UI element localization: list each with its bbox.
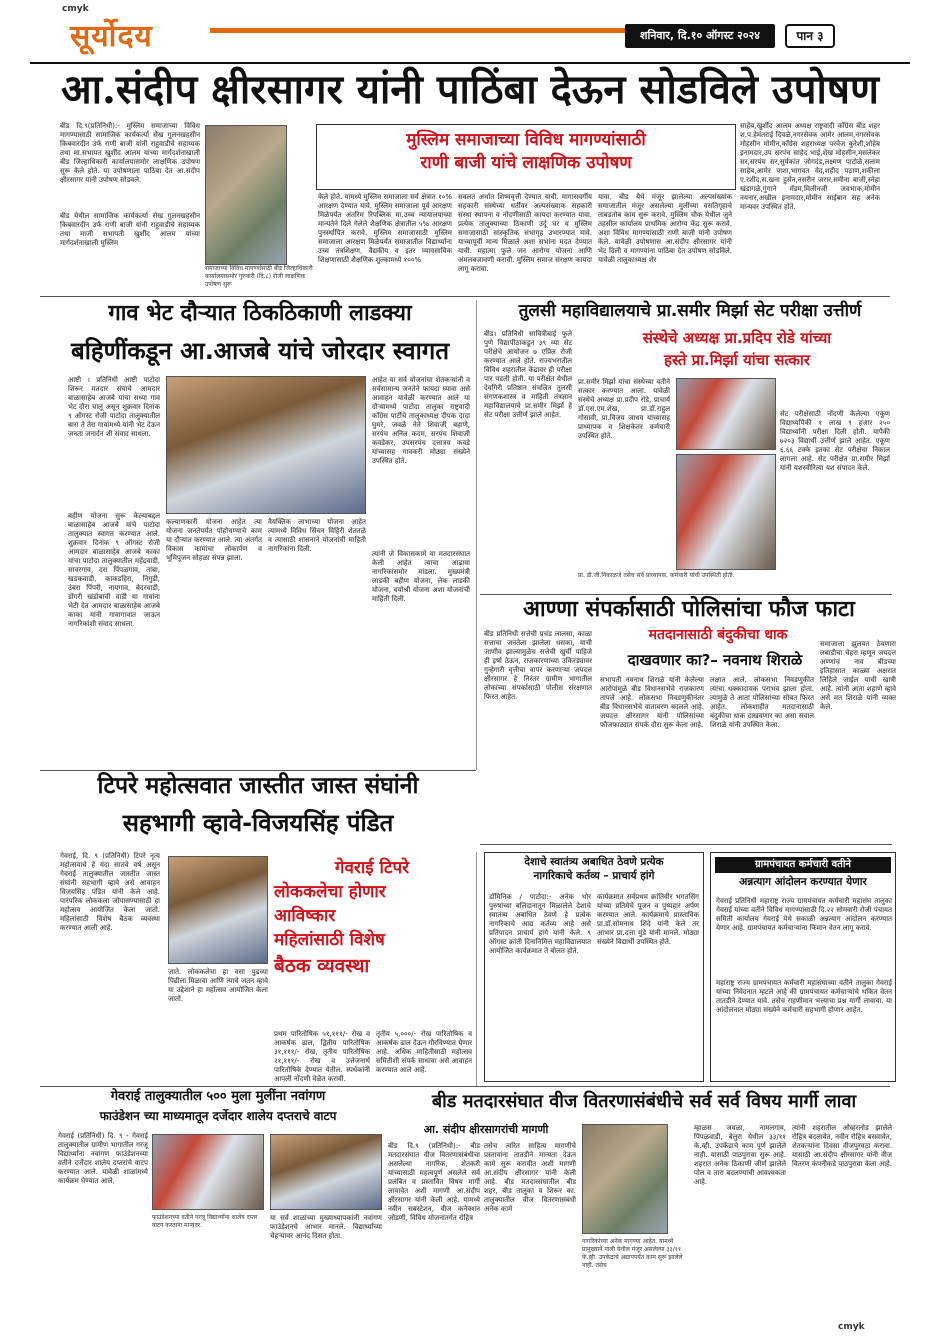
story4-col3: लक्षात आले. लोकसभा निवडणुकीत त्यांचा धक्कादायक पराभव झाला होता. त्यामुळे ते आता पोलिसांच्या सोबत फिरत आहेत. लोकशाहीत मतदानासाठी बंदुकीचा धाक दाखवणार का असा सवाल शिराळे यांनी उपस्थित केला. [710,676,814,729]
story1-headline: आ.संदीप क्षीरसागर यांनी पाठिंबा देऊन सोडविले उपोषण [61,66,879,113]
page-number: पान ३ [785,24,835,48]
story7-col2: महाराष्ट्र राज्य ग्रामपंचायत कर्मचारी महासंघाच्या वतीने तालुका गेवराई यांच्या निवेदनात म्हटले आहे की ग्रामपंचायत कर्मचाऱ्यांचे थकित वेतन तातडीने देण्यात यावे. तसेच राहणीमान भत्त्याचा प्रश्न मार्गी लावावा. या आंदोलनात मोठ्या संख्येने कर्मचारी सहभागी होणार आहेत. [716,979,892,1014]
story2-col2: आहेत या सर्व योजनांचा शेतकऱ्यांनी व सर्वसामान्य जनतेने फायदा घ्यावा असे आवाहन यावेळी करण्यात आले या दौऱ्यामध्ये पाटोदा तालुका राष्ट्रवादी काँग्रेस पार्टीचे तालुकाध्यक्ष दीपक दादा घुमरे, जवळे नेते शिवाजी बहाणे, सरपंच अनिल कदम, सरपंच शिवाजी कवडेकर, उपसरपंच दत्तात्रय कवडे यांच्यासह गावकरी मोठ्या संख्येने उपस्थित होते. [372,376,470,465]
story2-col3: कल्याणकारी योजना आहेत त्या योजना जनतेपर्यंत पोहोचण्याचे काम या दौऱ्यात करण्यात आले. त्या अंतर्गत विकास कामांचा लोकार्पण व भूमिपूजन सोहळा संपन्न झाला. [166,518,262,562]
story5-col4: तृतीय ५,०००/- रोख पारितोषिक व आकर्षक ढाल देऊन गौरविण्यात येणार आहे. अधिक माहितीसाठी महोत्सव समितीशी संपर्क साधावा असे आवाहन करण्यात आले आहे. [376,1030,472,1074]
story5-promo-line2: लोककलेचा होणार [274,882,386,902]
newspaper-logo: सूर्योदय [70,19,153,54]
story6-col2: कार्यक्रमात सर्वप्रथम क्रांतिवीर भगतसिंग यांच्या प्रतिमेचे पूजन व पुष्पहार अर्पण करण्यात आले. कार्यक्रमाचे प्रास्ताविक प्रा.डॉ.सोमनाथ शिंदे यांनी केले तर आभार प्रा.दत्ता मुंडे यांनी मानले. मोठ्या संख्येने विद्यार्थी उपस्थित होते. [597,893,699,946]
story6-headline-line2: नागरिकाचे कर्तव्य – प्राचार्य हांगे [533,869,655,882]
story5-headline-line2: सहभागी व्हावे-विजयसिंह पंडित [122,809,394,837]
story6-col1: डॉमिनिक / पाटोदा:- अनेक थोर पुरुषांच्या बलिदानातून मिळालेले देशाचे स्वातंत्र्य अबाधित ठेवणे हे प्रत्येक नागरिकाचे आद्य कर्तव्य आहे असे प्रतिपादन प्राचार्य हांगे यांनी केले. ९ ऑगस्ट क्रांती दिनानिमित्त महाविद्यालयात आयोजित कार्यक्रमात ते बोलत होते. [489,893,591,955]
lower-divider [40,1086,890,1087]
masthead-divider [30,62,910,64]
issue-date: शनिवार, दि.१० ऑगस्ट २०२४ [625,24,775,48]
story3-divider [480,594,892,595]
story9-photo [582,1124,668,1234]
story5-promo [274,856,470,1026]
story5-col1: गेवराई, दि. ९ (प्रतिनिधी) टिपरे नृत्य महोत्सवाचे हे यंदा सातवे वर्ष असून गेवराई तालुक्यातील जास्तीत जास्त संघांनी सहभागी व्हावे असे आवाहन विजयसिंह पंडित यांनी केले आहे. पारंपरिक लोककला जोपासण्यासाठी हा महोत्सव आयोजित केला जातो. महिलांसाठी विशेष बैठक व्यवस्था करण्यात आली आहे. [60,852,160,932]
story3-headline: तुलसी महाविद्यालयाचे प्रा.समीर मिर्झा सेट परीक्षा उत्तीर्ण [518,301,862,321]
story8-caption: फाउंडेशनच्या वतीने गरजू विद्यार्थ्यांना शालेय दप्तर वाटप करताना मान्यवर. [152,1214,258,1229]
story3-photo2 [676,454,776,570]
story3-subhead-line2: हस्ते प्रा.मिर्झा यांचा सत्कार [664,351,810,369]
column-divider-middle [476,300,477,770]
story6-headline-line1: देशाचे स्वातंत्र्य अबाधित ठेवणे प्रत्येक [524,856,664,868]
story5-promo-line5: बैठक व्यवस्था [274,955,370,977]
story7-headline-line2: अन्नत्याग आंदोलन करण्यात येणार [739,876,867,888]
story3-photo1 [676,378,776,450]
story1-col6: साहेब,खुर्शीद आलम अध्यक्ष राष्ट्रवादी काँग्रेस बीड शहर श.प.हेमंतराई दिवळे,नगरसेवक आमेर आलम,नगरसेवक मोहसीन मोमीन,काँग्रेस शहराध्यक्ष परवेज कुरेशी,शोहेब इनामदार,उप सरपंच साहेद भाई,शेख मोहसीन,मसलेकर सर,सरपंच सर,सुर्यकांत जोगदंड,लक्ष्मण पाटोळे,सलाम साहेब,आमेर पाशा,भागवत वेद,शहीद पठाण,शकीला ए.रशीद,स.खना हुसेन,नसरीन जरार,समीना बाजी,स्नेहा खंडागळे,गुंगाने मॅडम,मिलीनजी जवभाक,मोमीन नयनार,अखील इनामदार,मोमीन साईबान सह अनेक मान्यवर उपस्थित होते. [740,122,880,211]
story9-col4: म्हाळस जवळा, नामलगाव, पिंपळवाडी, बेलुरा येथील ३३/११ के.व्ही. उपकेंद्राचे काम पूर्ण झालेले नाही. यासाठी पाठपुरावा सुरू आहे. शहरात अनेक ठिकाणी जीर्ण झालेले पोल व तारा बदलण्याची आवश्यकता आहे. [694,1124,786,1186]
story8-headline-line2: फाउंडेशन च्या माध्यमातून दर्जेदार शालेय दप्तराचे वाटप [99,1109,337,1123]
story3-caption: प्रा. डी.जी.निकाळजे तसेच सर्व प्राध्यापक, कर्मचारी यांची उपस्थिती होती. [578,572,735,579]
story5-headline-line1: टिपरे महोत्सवात जास्तीत जास्त संघांनी [97,773,419,799]
story5-promo-line1: गेवराई टिपरे [334,858,410,878]
story5-caption: जाते. लोककलेचा हा वसा पुढच्या पिढीला मिळावा आणि त्याचे जतन व्हावे या उद्देशाने हा महोत्सव आयोजित केला जातो. [168,968,268,1003]
story4-subhead-line2: दाखवणार का?– नवनाथ शिराळे [627,651,803,669]
story1-subhead-line2: राणी बाजी यांचे लाक्षणिक उपोषण [420,152,632,173]
story1-subhead-box [316,124,736,190]
top-registration-mark: cmyk [62,4,89,14]
story8-headline-line1: गेवराई तालुक्यातील ५०० मुला मुलींना नवांगण [110,1089,326,1104]
story8-photo1 [152,1134,264,1210]
story9-col5: त्यांनी शहरातील ओव्हरलोड झालेले रोहित्र बदलावेत, नवीन रोहित्र बसवावेत, शेतकऱ्यांना दिवसा वीजपुरवठा करावा. यासाठी आ.संदीप क्षीरसागर यांनी वीज वितरण कंपनीकडे पाठपुरावा केला आहे. [792,1124,892,1168]
story4-headline: आण्णा संपर्कासाठी पोलिसांचा फौज फाटा [523,597,855,622]
story8-photo2 [270,1134,382,1210]
story9-headline: बीड मतदारसंघात वीज वितरणासंबंधीचे सर्व सर्व विषय मार्गी लावा [431,1091,857,1112]
story9-caption: नागरिकांच्या अनेक मागण्या आहेत. यामध्ये प्रामुख्याने पाली येथील मंजूर असलेल्या ३३/११ के.व्ही. उपकेंद्राचे अद्यापपर्यंत काम सुरू झालेले नाही. तसेच [582,1238,683,1269]
story2-col1b: बहीण योजना सुरू केल्याबद्दल बाळासाहेब आजबे यांचे पाटोदा तालुक्यात स्वागत करण्यात आले. शुक्रवार दिनांक ९ ऑगस्ट रोजी आमदार बाळासाहेब आजबे काका यांचा पाटोदा तालुक्यातील महेंद्रवाडी, सावरगाव, दरा पिंपळगाव, तांबा, खडकवाडी, काकडहिरा, निगुडी, उंबरा पिंपरी, नायगाव, बेदरवाडी, डोंगरी खंडोबाची वाडी या गावांना भेटी देत आमदार बाळासाहेब आजबे काका यांनी गावागावात जाऊन नागरिकांशी संवाद साधला. [68,512,160,628]
story1-divider [40,296,890,297]
story2-col5: त्यांनी जे विकासकामे या मतदारसंघात केली आहेत त्याचा आढावा नागरिकांसमोर मांडला. मुख्यमंत्री लाडकी बहीण योजना, लेक लाडकी योजना, वयोश्री योजना अशा योजनांची माहिती दिली. [372,550,470,603]
story4-col2: सभापती नवनाथ शिराळे यांनी केलेल्या आरोपांमुळे बीड विधानसभेचे राजकारण तापले आहे. लोकसभा निवडणुकीनंतर बीड विधानसभेचे वातावरण बदलले आहे. जयदत्त क्षीरसागर यांनी पोलिसांच्या फौजफाट्यात संपर्क दौरा सुरू केला आहे. [600,676,704,729]
story2-photo [166,376,366,514]
story1-col4: सवलत अर्थात शिष्यवृत्ती देण्यात यावी. मागासवर्गीय सहकारी संस्थेच्या धर्तीवर अल्पसंख्याक सहकारी संस्था स्थापना व नोंदणीसाठी कायदा करण्यात यावा. प्रत्येक तालुक्याच्या ठिकाणी उर्दू घर व मुस्लिम समाजासाठी सांस्कृतिक सभागृह उभारण्यात यावे. याच्यापूर्वी मान्य मिळाले अशा सभांना मदत देण्यात यावी. महात्मा फुले जन आरोग्य योजना आणि अंमलबजावणी करावी. मुस्लिम समाज संरक्षण कायदा लागू करावा. [458,193,592,273]
story3-subhead-line1: संस्थेचे अध्यक्ष प्रा.प्रदिप रोडे यांच्या [642,329,832,347]
story4-col4: समाजाला झुलवत ठेवणारा लबाडीचा चेहरा म्हणून जयदत्त अण्णांचं नाव बीडच्या इतिहासात काळ्या अक्षरात लिहिले जाईल याची खात्री आहे. त्यांनी आता शहाणे व्हावे असे मत शिराळे यांनी व्यक्त केले. [820,640,896,711]
story2-headline-line2: बहिणींकडून आ.आजबे यांचे जोरदार स्वागत [70,337,449,365]
story2-headline-line1: गाव भेट दौऱ्यात ठिकठिकाणी लाडक्या [108,301,412,326]
story5-photo [168,856,268,964]
story8-col3: या सर्व शाळांच्या मुख्याध्यापकांनी नवांगण फाउंडेशनचे आभार मानले. विद्यार्थ्यांच्या चेहऱ्यावर आनंद दिसत होता. [270,1214,382,1240]
story3-col3: सेट परीक्षेसाठी नोंदणी केलेल्या एकूण विद्यार्थ्यांपैकी १ लाख ९ हजार २५० विद्यार्थ्यांनी परीक्षा दिली होती. यापैकी ७२०३ विद्यार्थी उत्तीर्ण झाले आहेत. एकूण ६.६६ टक्के इतका सेट परीक्षेचा निकाल लागला आहे. सेट परीक्षेत प्रा.समीर मिर्झा यांनी यशस्वीरित्या यश संपादन केले. [780,410,890,472]
story7-col1: गेवराई प्रतिनिधी महाराष्ट्र राज्य ग्रामपंचायत कर्मचारी महासंघ तालुका गेवराई यांच्या वतीने विविध मागण्यांसाठी दि.२२ सोमवारी रोजी पंचायत समिती कार्यालय गेवराई येथे सकाळी अन्नत्याग आंदोलन करण्यात येणार आहे. ग्रामपंचायत कर्मचाऱ्यांना किमान वेतन लागू करावे. [716,897,892,932]
story4-col1: बीड प्रतिनिधी सत्तेची प्रचंड लालसा, काळा सत्ताचा जनतेला झालेला धसका, याची जाणीव झाल्यामुळेच सत्तेची खुर्ची पाहिजे ही इर्षा ठेऊन, राजकारणाच्या उकिरड्यावर गुन्हेगारी वृत्तीचा वापर करणाऱ्या जयदत्त क्षीरसागर हे निरंतर ग्रामीण भागातील लोकांच्या संपर्कासाठी पोलीस संरक्षणात फिरत आहेत. [484,630,592,701]
story7-headline-line1: ग्रामपंचायत कर्मचारी वतीने [715,857,891,873]
story6-box [484,852,704,1082]
story1-subhead-line1: मुस्लिम समाजाच्या विविध मागण्यांसाठी [406,130,646,150]
story4-subhead-line1: मतदानासाठी बंदुकीचा धाक [648,627,788,643]
story1-lead: बीड दि.९(प्रतिनिधी):- मुस्लिम समाजाच्या विविध मागण्यासाठी सामाजिक कार्यकर्त्या सेख गुलनखहसीन कि़बवारदीन उर्फ राणी बाजी यांनी राहुवाडीचे सहाय्यक तथा मा.सभापत खुर्शीद आलम यांच्या मार्गदर्शनाखाली बीड जिल्हाधिकारी कार्यालयासमोर लाक्षणिक उपोषण सुरू केले होते. या उपोषणाला पाठिंबा देत आ.संदीप क्षीरसागर यांनी उपोषण सोडवले. [60,122,200,184]
column-divider-lower [476,852,477,1086]
story7-box [710,852,896,1082]
masthead [70,14,880,60]
story9-subhead: आ. संदीप क्षीरसागरांची मागणी [423,1123,549,1136]
story9-col1: बीड दि.९ (प्रतिनिधी):- बीड मतदारसंघात वीज वितरणासंबंधीचा असलेल्या नागरिक, शेतकरी यांच्यासाठी महत्वपूर्ण असलेले सर्व प्रलंबित व प्रस्तावित विषय मार्गी लावावेत अशी मागणी आ.संदीप क्षीरसागर यांनी केली आहे. यामध्ये नवीन सबस्टेशन, वीज कनेक्शन जोडणी, विविध योजनांतर्गत रोहित्र [388,1142,480,1222]
story1-col3: केले होते. यामध्ये मुस्लिम समाजाला सर्व क्षेत्रात १०% आरक्षण देण्यात यावे. मुस्लिम समाजाला पूर्व आरक्षण मिळेपर्यंत अंतरिम रिपब्लिक मा.उच्च न्यायालयाच्या मान्यतेने दिले गेलेले शैक्षणिक क्षेत्रातील ५% आरक्षण पुनर्स्थापित करावे. मुस्लिम समाजासाठी मुस्लिम समाजाला आरक्षण मिळेपर्यंत समाजातील विद्यार्थ्यांना उच्च तंत्रशिक्षण, वैद्यकीय व इतर व्यावसायिक शिक्षणासाठी शैक्षणिक शुल्कामध्ये १००% [318,193,452,264]
story2-divider [40,770,476,771]
bottom-registration-mark: cmyk [838,1322,865,1332]
story5-col3: प्रथम पारितोषिक ५१,१११/- रोख व आकर्षक ढाल, द्वितीय पारितोषिक ३१,१११/- रोख, तृतीय पारितोषिक २१,१११/- रोख व उत्तेजनार्थ पारितोषिके देण्यात येतील. स्पर्धकांनी आपली नोंदणी वेळेत करावी. [274,1030,370,1083]
story1-photo [205,125,287,265]
story2-col4: वैयक्तिक लाभाच्या योजना आहेत त्यामध्ये विविध सिंचन विहिरी शेततळे व त्यासाठी शासनाने योजनांची माहिती नागरिकांना दिली. [268,518,366,553]
story9-col2: तसेच त्वरित साहित्य मागणीचे प्रस्तावांना तातडीने मान्यता देऊन कामे सुरू करावीत अशी मागणी आ.संदीप क्षीरसागर यांनी केली आहे. बीड मतदारसंघातील बीड शहर, बीड तालुका व शिरूर का. तालुक्यातील वीज वितरणासंबंधी अनेक कामे [484,1142,576,1213]
story4-divider [480,844,892,845]
story3-col2: प्रा.समीर मिर्झा यांचा संस्थेच्या वतीने सत्कार करण्यात आला. यावेळी संस्थेचे अध्यक्ष प्रा.प्रदीप रोडे, प्राचार्य डॉ.एस.एम.शेख, प्रा.डॉ.राहुल गोसावी, प्रा.विजय जाधव यांच्यासह प्राध्यापक व शिक्षकेतर कर्मचारी उपस्थित होते. [578,378,670,440]
story1-col1b: बीड येथील सामाजिक कार्यकर्त्या सेख गुलनखहसीन कि़बवारदीन उर्फ राणी बाजी यांनी राहुवाडीचे सहाय्यक तथा माजी सभापती खुर्शीद आलम यांच्या मार्गदर्शनाखाली मुस्लिम [60,212,200,247]
story1-col5: यावा. बीड येथे मंजूर झालेल्या अल्पसंख्यांक समाजातील मंजूर असलेल्या मुलींच्या वसतिगृहाचे ताबडतोब काम सुरू करावे. मुस्लिम चौक येथील जुने तहसील कार्यालय प्राथमिक आरोग्य केंद्र सुरू करावे. अशा विविध मागण्यांसाठी राणी बाजी यांनी उपोषण केले. यावेळी उपोषणास आ.संदीप क्षीरसागर यांनी भेट दिली व मागण्यांना पाठिंबा देत उपोषण सोडविले. यावेळी तालुकाध्यक्ष शेर [598,193,732,264]
story8-col1: गेवराई (प्रतिनिधी) दि. ९ - गेवराई तालुक्यातील ग्रामीण भागातील गरजू विद्यार्थ्यांना नवांगण फाउंडेशनच्या वतीने दर्जेदार शालेय दप्तरांचे वाटप करण्यात आले. यावेळी शाळांमध्ये कार्यक्रम घेण्यात आले. [58,1132,148,1185]
story5-promo-line4: महिलांसाठी विशेष [274,930,385,950]
story3-col1: बीड। प्रतिनिधी सावित्रीबाई फुले पुणे विद्यापीठाकडून ३९ व्या सेट परीक्षेचे आयोजन ७ एप्रिल रोजी करण्यात आले होते. राज्यभरातील विविध शहरातील केंद्रावर ही परीक्षा पार पडली होती. या परीक्षेत येथील देवगिरी प्रतिष्ठान संचलित तुलसी संगणकशास्त्र व माहिती तंत्रज्ञान महाविद्यालयाचे प्रा.समीर मिर्झा हे सेट परीक्षा उत्तीर्ण झाले आहेत. [484,330,572,419]
date-box [625,24,875,48]
story2-col1: आष्टी । प्रतिनिधी आष्टी पाटोदा शिरूर मतदार संघाचे आमदार बाळासाहेब आजबे यांचा सध्या गाव भेट दौरा चालू असून शुक्रवार दिनांक ९ ऑगस्ट रोजी पाटोदा तालुक्यातील बारा ते तेरा गावांमध्ये यांनी भेट देऊन जनता जनार्दन शी संवाद साधला. [68,376,160,438]
story5-promo-line3: आविष्कार [274,906,336,926]
story1-caption: समाजाच्या विविध मागण्यांसाठी बीड जिल्हाधिकारी कार्यालयासमोर गुरुवारी (दि.८) रोजी लाक्षणिक उपोषण सुरू [205,265,313,288]
